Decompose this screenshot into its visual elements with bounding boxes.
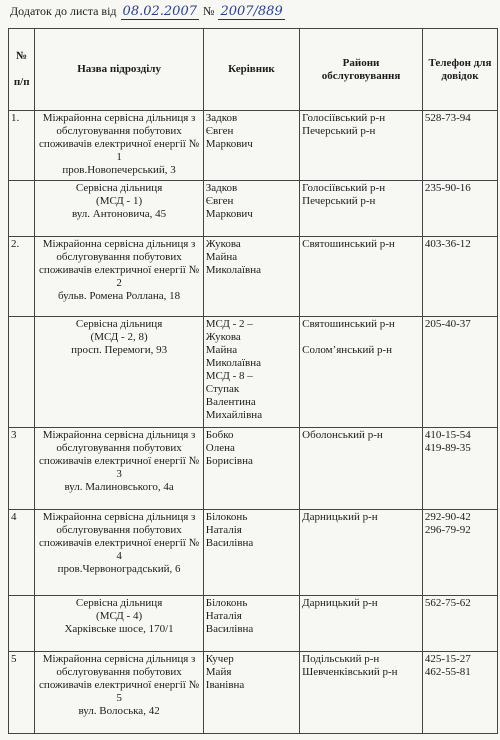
service-areas: Оболонський р-н: [300, 428, 423, 510]
service-areas: Дарницький р-н: [300, 510, 423, 596]
unit-head: Білоконь Наталія Василівна: [203, 510, 299, 596]
unit-head: Білоконь Наталія Василівна: [203, 596, 299, 652]
service-areas: Голосіївський р-н Печерський р-н: [300, 181, 423, 237]
phone-number: 562-75-62: [422, 596, 497, 652]
row-number: 4: [9, 510, 35, 596]
unit-head: Задков Євген Маркович: [203, 181, 299, 237]
service-areas: [300, 317, 423, 428]
row-number: 2.: [9, 237, 35, 317]
row-number: 5: [9, 652, 35, 734]
header-number-label: №: [202, 4, 215, 18]
handwritten-number: 2007/889: [220, 4, 283, 19]
unit-head: Кучер Майя Іванівна: [203, 652, 299, 734]
table-row: [9, 237, 498, 317]
service-areas: Святошинський р-н: [300, 237, 423, 317]
service-area-primary: Святошинський р-н: [302, 318, 395, 330]
header-prefix: Додаток до листа від: [10, 4, 117, 18]
phone-number: 235-90-16: [422, 181, 497, 237]
column-header-num: № п/п: [9, 29, 35, 111]
column-header-areas: Райони обслуговування: [300, 29, 423, 111]
service-area-secondary: Солом’янський р-н: [302, 344, 393, 356]
row-number: [9, 596, 35, 652]
handwritten-date: 08.02.2007: [122, 4, 197, 19]
table-header-row: [9, 29, 498, 111]
service-areas: Подільський р-н Шевченківський р-н: [300, 652, 423, 734]
table-row: [9, 510, 498, 596]
service-areas: Голосіївський р-н Печерський р-н: [300, 111, 423, 181]
unit-name: Сервісна дільниця (МСД - 2, 8) просп. Перемоги, 93: [35, 317, 203, 428]
row-number: [9, 317, 35, 428]
column-header-phone: Телефон для довідок: [422, 29, 497, 111]
table-row: [9, 111, 498, 181]
service-units-table: [8, 28, 498, 734]
phone-number: 403-36-12: [422, 237, 497, 317]
unit-name: Сервісна дільниця (МСД - 4) Харківське шосе, 170/1: [35, 596, 203, 652]
phone-number: 205-40-37: [422, 317, 497, 428]
phone-number: 425-15-27 462-55-81: [422, 652, 497, 734]
unit-name: Міжрайонна сервісна дільниця з обслуговування побутових споживачів електричної енергії № 4 пров.Червоноградський, 6: [35, 510, 203, 596]
unit-head: Бобко Олена Борисівна: [203, 428, 299, 510]
row-number: [9, 181, 35, 237]
row-number: 3: [9, 428, 35, 510]
table-row: [9, 596, 498, 652]
unit-name: Міжрайонна сервісна дільниця з обслуговування побутових споживачів електричної енергії № 1 пров.Новопечерський, 3: [35, 111, 203, 181]
table-row: [9, 181, 498, 237]
column-header-name: Назва підрозділу: [35, 29, 203, 111]
unit-name: Міжрайонна сервісна дільниця з обслуговування побутових споживачів електричної енергії № 2 бульв. Ромена Роллана, 18: [35, 237, 203, 317]
unit-head: Жукова Майна Миколаївна: [203, 237, 299, 317]
unit-name: Міжрайонна сервісна дільниця з обслуговування побутових споживачів електричної енергії № 5 вул. Волоська, 42: [35, 652, 203, 734]
phone-number: 292-90-42 296-79-92: [422, 510, 497, 596]
row-number: 1.: [9, 111, 35, 181]
phone-number: 410-15-54 419-89-35: [422, 428, 497, 510]
document-header: [10, 4, 285, 26]
unit-name: Сервісна дільниця (МСД - 1) вул. Антоновича, 45: [35, 181, 203, 237]
column-header-head: Керівник: [203, 29, 299, 111]
unit-name: Міжрайонна сервісна дільниця з обслуговування побутових споживачів електричної енергії № 3 вул. Малиновського, 4а: [35, 428, 203, 510]
unit-head: МСД - 2 – Жукова Майна Миколаївна МСД - 8 – Ступак Валентина Михайлівна: [203, 317, 299, 428]
unit-head: Задков Євген Маркович: [203, 111, 299, 181]
table-row: [9, 428, 498, 510]
table-row: [9, 317, 498, 428]
table-row: [9, 652, 498, 734]
phone-number: 528-73-94: [422, 111, 497, 181]
service-areas: Дарницький р-н: [300, 596, 423, 652]
